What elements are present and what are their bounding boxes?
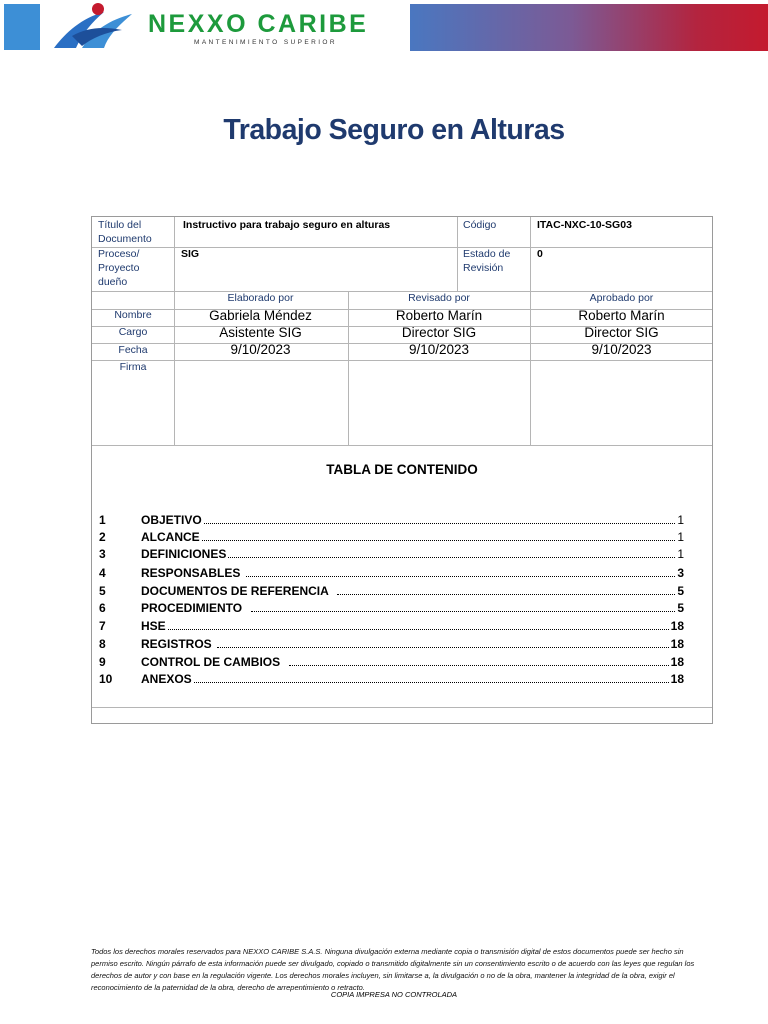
brand-name: NEXXO CARIBE — [148, 10, 369, 38]
fecha-aprobado: 9/10/2023 — [591, 342, 652, 357]
toc-title: TABLA DE CONTENIDO — [326, 462, 478, 477]
proceso-label: Proceso/ Proyecto dueño — [98, 248, 140, 288]
row-label-fecha: Fecha — [118, 344, 148, 356]
row-label-firma: Firma — [119, 361, 147, 373]
header-left-bar — [4, 4, 40, 50]
estado-label: Estado de Revisión — [463, 248, 511, 274]
document-title: Trabajo Seguro en Alturas — [223, 114, 565, 146]
toc-item[interactable] — [99, 513, 684, 529]
nombre-elaborado: Gabriela Méndez — [209, 308, 312, 323]
toc-item[interactable] — [99, 672, 684, 688]
toc-item-number: 5 — [99, 584, 106, 598]
uncontrolled-copy-notice: COPIA IMPRESA NO CONTROLADA — [330, 990, 458, 999]
toc-item-number: 6 — [99, 601, 106, 615]
toc-item-label: OBJETIVO — [141, 513, 202, 527]
toc-item-number: 4 — [99, 566, 106, 580]
titulo-label: Título del Documento — [98, 219, 152, 245]
cargo-elaborado: Asistente SIG — [219, 325, 302, 340]
toc-item-number: 2 — [99, 530, 106, 544]
toc-item[interactable] — [99, 566, 684, 582]
toc-item-page: 5 — [677, 584, 684, 598]
toc-item-label: HSE — [141, 619, 166, 633]
toc-item[interactable] — [99, 601, 684, 617]
toc-item-label: DOCUMENTOS DE REFERENCIA — [141, 584, 336, 598]
toc-item-label: REGISTROS — [141, 637, 216, 651]
fecha-revisado: 9/10/2023 — [408, 342, 470, 357]
toc-item[interactable] — [99, 619, 684, 635]
toc-item-number: 1 — [99, 513, 106, 527]
toc-item-label: DEFINICIONES — [141, 547, 227, 561]
toc-item-page: 1 — [677, 530, 684, 544]
row-label-nombre: Nombre — [114, 309, 152, 321]
brand-tagline: MANTENIMIENTO SUPERIOR — [194, 39, 337, 46]
toc-item-page: 18 — [670, 637, 684, 651]
header-revisado: Revisado por — [408, 292, 470, 304]
toc-item-page: 3 — [677, 566, 684, 580]
toc-item-page: 18 — [670, 672, 684, 686]
toc-item-page: 18 — [670, 619, 684, 633]
toc-item[interactable] — [99, 584, 684, 600]
toc-item[interactable] — [99, 530, 684, 546]
toc-item-number: 3 — [99, 547, 106, 561]
toc-item-page: 1 — [677, 547, 684, 561]
copyright-notice: Todos los derechos morales reservados para NEXXO CARIBE S.A.S. Ninguna divulgación externa mediante copia o transmisión digital de estos documentos puede ser hecho sin permiso escrito. Ningún párrafo de esta información puede ser divulgado, copiado o transmitido digitalmente sin un consentimiento escrito o de acuerdo con las leyes que regulan los derechos de autor y con base en la regulación vigente. Los derechos morales incluyen, sin limitarse a, la divulgación o no de la obra, mantener la integridad de la obra, exigir el reconocimiento de la paternidad de la obra, derecho de arrepentimiento o retracto. — [91, 947, 695, 992]
toc-item-page: 18 — [670, 655, 684, 669]
toc-item-number: 7 — [99, 619, 106, 633]
header-aprobado: Aprobado por — [589, 292, 654, 304]
row-label-cargo: Cargo — [118, 326, 148, 338]
toc-item-label: CONTROL DE CAMBIOS — [141, 655, 287, 669]
estado-value: 0 — [537, 248, 543, 260]
toc-item-number: 8 — [99, 637, 106, 651]
toc-item[interactable] — [99, 637, 684, 653]
toc-item-page: 5 — [677, 601, 684, 615]
fecha-elaborado: 9/10/2023 — [230, 342, 291, 357]
nombre-aprobado: Roberto Marín — [578, 308, 665, 323]
codigo-label: Código — [463, 219, 497, 231]
toc-item[interactable] — [99, 547, 684, 563]
toc-item[interactable] — [99, 655, 684, 671]
toc-item-number: 10 — [99, 672, 113, 686]
header-gradient-bar — [410, 4, 768, 51]
toc-item-label: RESPONSABLES — [141, 566, 244, 580]
codigo-value: ITAC-NXC-10-SG03 — [537, 219, 632, 231]
toc-item-label: ANEXOS — [141, 672, 192, 686]
header-elaborado: Elaborado por — [227, 292, 294, 304]
nexxo-logo-icon — [52, 2, 142, 52]
cargo-revisado: Director SIG — [401, 325, 477, 340]
toc-item-page: 1 — [677, 513, 684, 527]
toc-item-label: PROCEDIMIENTO — [141, 601, 249, 615]
nombre-revisado: Roberto Marín — [395, 308, 483, 323]
toc-item-number: 9 — [99, 655, 106, 669]
toc-item-label: ALCANCE — [141, 530, 200, 544]
cargo-aprobado: Director SIG — [584, 325, 659, 340]
titulo-value: Instructivo para trabajo seguro en alturas — [183, 219, 391, 231]
proceso-value: SIG — [181, 248, 200, 260]
